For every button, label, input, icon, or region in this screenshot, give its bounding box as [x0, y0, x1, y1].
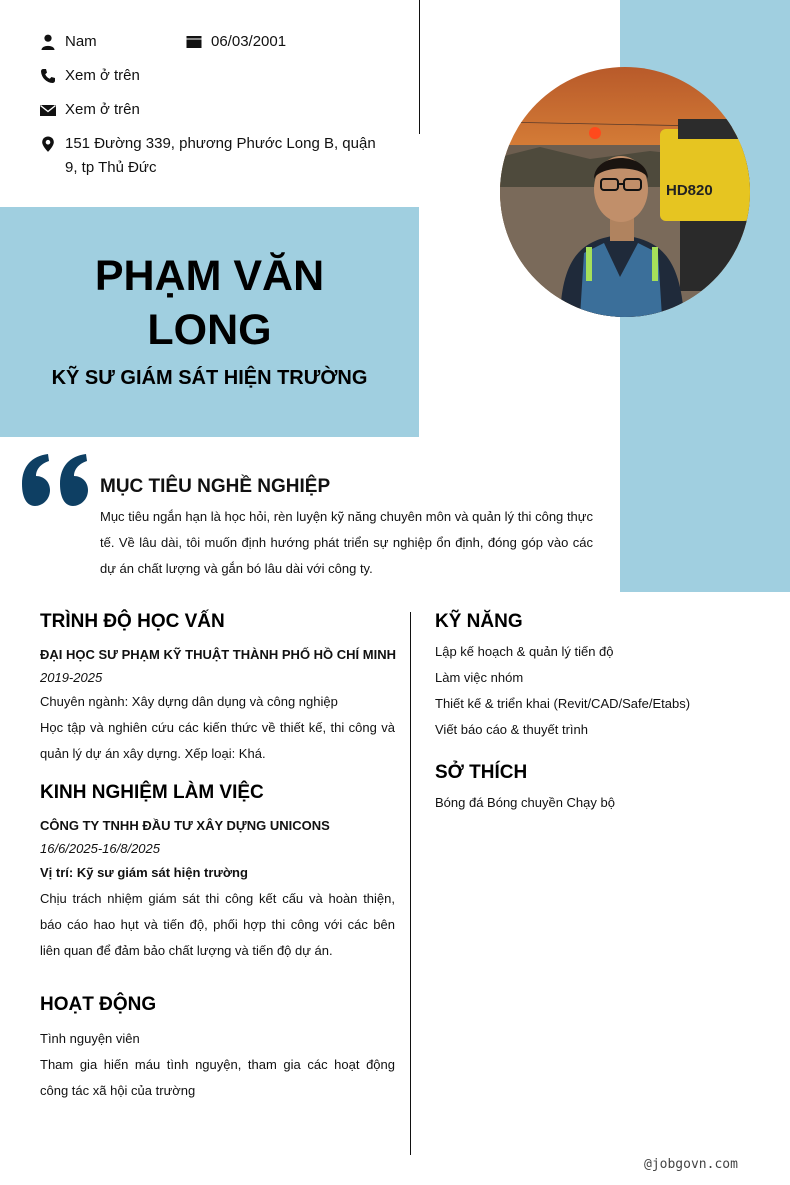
quote-icon [18, 450, 94, 510]
skills-heading: KỸ NĂNG [435, 611, 523, 632]
experience-company: CÔNG TY TNHH ĐẦU TƯ XÂY DỰNG UNICONS [40, 818, 330, 833]
divider-columns [410, 612, 411, 1155]
calendar-icon [186, 34, 202, 50]
name-banner [0, 207, 419, 437]
experience-position: Vị trí: Kỹ sư giám sát hiện trường [40, 865, 248, 880]
skill-item: Làm việc nhóm [435, 670, 524, 685]
person-icon [40, 34, 56, 50]
contact-birthdate: 06/03/2001 [186, 30, 286, 54]
contact-address: 151 Đường 339, phương Phước Long B, quận 9, tp Thủ Đức [40, 132, 390, 180]
activities-heading: HOẠT ĐỘNG [40, 994, 157, 1015]
education-major: Chuyên ngành: Xây dựng dân dụng và công nghiệp [40, 694, 338, 709]
contact-email: Xem ở trên [40, 98, 140, 122]
activities-role: Tình nguyện viên [40, 1031, 140, 1046]
objective-text: Mục tiêu ngắn hạn là học hỏi, rèn luyện kỹ năng chuyên môn và quản lý thi công thực tế. Về lâu dài, tôi muốn định hướng phát triển sự nghiệp ổn định, đóng góp vào các dự án chất lượng và gắn bó lâu dài với công ty. [100, 509, 593, 576]
skill-item: Thiết kế & triển khai (Revit/CAD/Safe/Etabs) [435, 696, 691, 711]
skill-item: Lập kế hoạch & quản lý tiến độ [435, 644, 614, 659]
experience-heading: KINH NGHIỆM LÀM VIỆC [40, 782, 264, 803]
profile-photo [500, 67, 750, 317]
hobbies-heading: SỞ THÍCH [435, 762, 528, 783]
education-school: ĐẠI HỌC SƯ PHẠM KỸ THUẬT THÀNH PHỐ HỒ CHÍ MINH [40, 647, 397, 662]
education-heading: TRÌNH ĐỘ HỌC VẤN [40, 611, 225, 632]
job-title: KỸ SƯ GIÁM SÁT HIỆN TRƯỜNG [51, 367, 368, 389]
machine-label: HD820 [666, 182, 713, 199]
phone-icon [40, 68, 56, 84]
education-years: 2019-2025 [40, 670, 103, 685]
watermark: @jobgovn.com [644, 1157, 738, 1172]
contact-phone: Xem ở trên [40, 64, 140, 88]
skill-item: Viết báo cáo & thuyết trình [435, 722, 588, 737]
activities-description: Tham gia hiến máu tình nguyện, tham gia các hoạt động công tác xã hội của trường [40, 1057, 395, 1098]
objective-heading: MỤC TIÊU NGHỀ NGHIỆP [100, 476, 331, 497]
experience-period: 16/6/2025-16/8/2025 [40, 841, 160, 856]
experience-description: Chịu trách nhiệm giám sát thi công kết cấu và hoàn thiện, báo cáo hao hụt và tiến độ, phối hợp thi công với các bên liên quan để đảm bảo chất lượng và tiến độ dự án. [40, 891, 395, 958]
hobbies-text: Bóng đá Bóng chuyền Chạy bộ [435, 795, 615, 810]
contact-gender: Nam [40, 30, 97, 54]
divider-top [419, 0, 420, 134]
education-description: Học tập và nghiên cứu các kiến thức về thiết kế, thi công và quản lý dự án xây dựng. Xếp loại: Khá. [40, 720, 395, 761]
location-pin-icon [40, 136, 56, 152]
mail-icon [40, 102, 56, 118]
candidate-name: PHẠM VĂN LONG [94, 252, 325, 354]
